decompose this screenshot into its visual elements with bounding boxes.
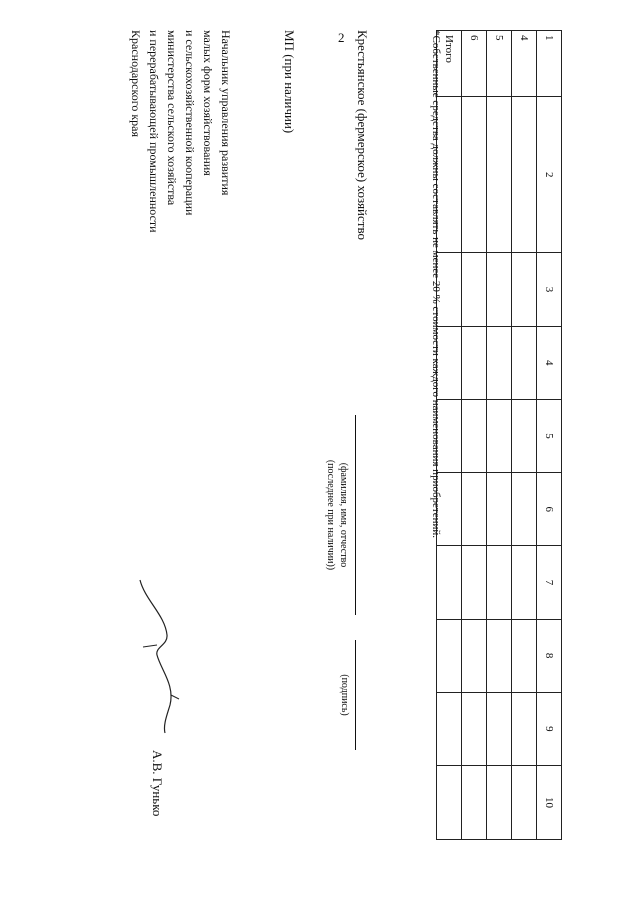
footnote: *Собственные средства должны составлять не менее 20 % стоимости каждого наименования приобретений. (430, 30, 442, 539)
table-cell: Итого (437, 31, 462, 97)
table-header-cell: 2 (537, 97, 562, 253)
table-cell (487, 692, 512, 765)
table-cell (512, 399, 537, 472)
table-header-cell: 9 (537, 692, 562, 765)
table-cell (462, 399, 487, 472)
table-cell: 5 (487, 31, 512, 97)
table-cell (487, 97, 512, 253)
handwritten-signature (125, 575, 185, 735)
table-cell (462, 766, 487, 840)
table-row (462, 31, 487, 840)
page-number: 2 (338, 30, 345, 45)
farm-label: Крестьянское (фермерское) хозяйство (355, 30, 370, 241)
table-header-cell: 6 (537, 473, 562, 546)
table-cell (462, 473, 487, 546)
table-header-cell: 10 (537, 766, 562, 840)
table-cell (462, 97, 487, 253)
table-cell (487, 399, 512, 472)
table-header-cell: 8 (537, 619, 562, 692)
table-header-cell: 1 (537, 31, 562, 97)
signature-line (355, 640, 356, 750)
table-cell (462, 326, 487, 399)
head-title-block (127, 30, 235, 233)
signature-caption: (подпись) (339, 674, 350, 716)
table-cell (512, 546, 537, 619)
head-title-line: и перерабатывающей промышленности (147, 30, 161, 233)
table-cell (512, 619, 537, 692)
table-cell (487, 253, 512, 326)
table-header-cell: 5 (537, 399, 562, 472)
head-title-line: малых форм хозяйствования (201, 30, 215, 176)
fio-caption (324, 415, 350, 615)
fio-caption-line: (последнее при наличии)) (325, 459, 336, 571)
acquisitions-table (436, 30, 562, 840)
table-cell (487, 766, 512, 840)
table-cell: 6 (462, 31, 487, 97)
table-header-cell: 3 (537, 253, 562, 326)
table-header-cell: 7 (537, 546, 562, 619)
head-title-line: Начальник управления развития (219, 30, 233, 196)
table-cell (512, 253, 537, 326)
table-cell (512, 97, 537, 253)
head-title-line: и сельскохозяйственной кооперации (183, 30, 197, 216)
table-cell (487, 473, 512, 546)
table-cell (487, 546, 512, 619)
table-cell (512, 473, 537, 546)
table-header-cell: 4 (537, 326, 562, 399)
table-cell: 4 (512, 31, 537, 97)
stamp-place-label: МП (при наличии) (282, 30, 297, 134)
table-cell (487, 326, 512, 399)
table-cell (462, 546, 487, 619)
table-header-row (537, 31, 562, 840)
table-cell (512, 766, 537, 840)
table-cell (512, 692, 537, 765)
table-row (487, 31, 512, 840)
table-row (512, 31, 537, 840)
fio-line (355, 415, 356, 615)
rotated-page-content (80, 30, 640, 850)
table-cell (462, 692, 487, 765)
head-title-line: Краснодарского края (129, 30, 143, 138)
head-name: А.В. Гунько (150, 750, 165, 817)
table-cell (462, 619, 487, 692)
fio-caption-line: (фамилия, имя, отчество (338, 462, 349, 568)
table-cell (512, 326, 537, 399)
table-cell (487, 619, 512, 692)
head-title-line: министерства сельского хозяйства (165, 30, 179, 206)
table-cell (462, 253, 487, 326)
